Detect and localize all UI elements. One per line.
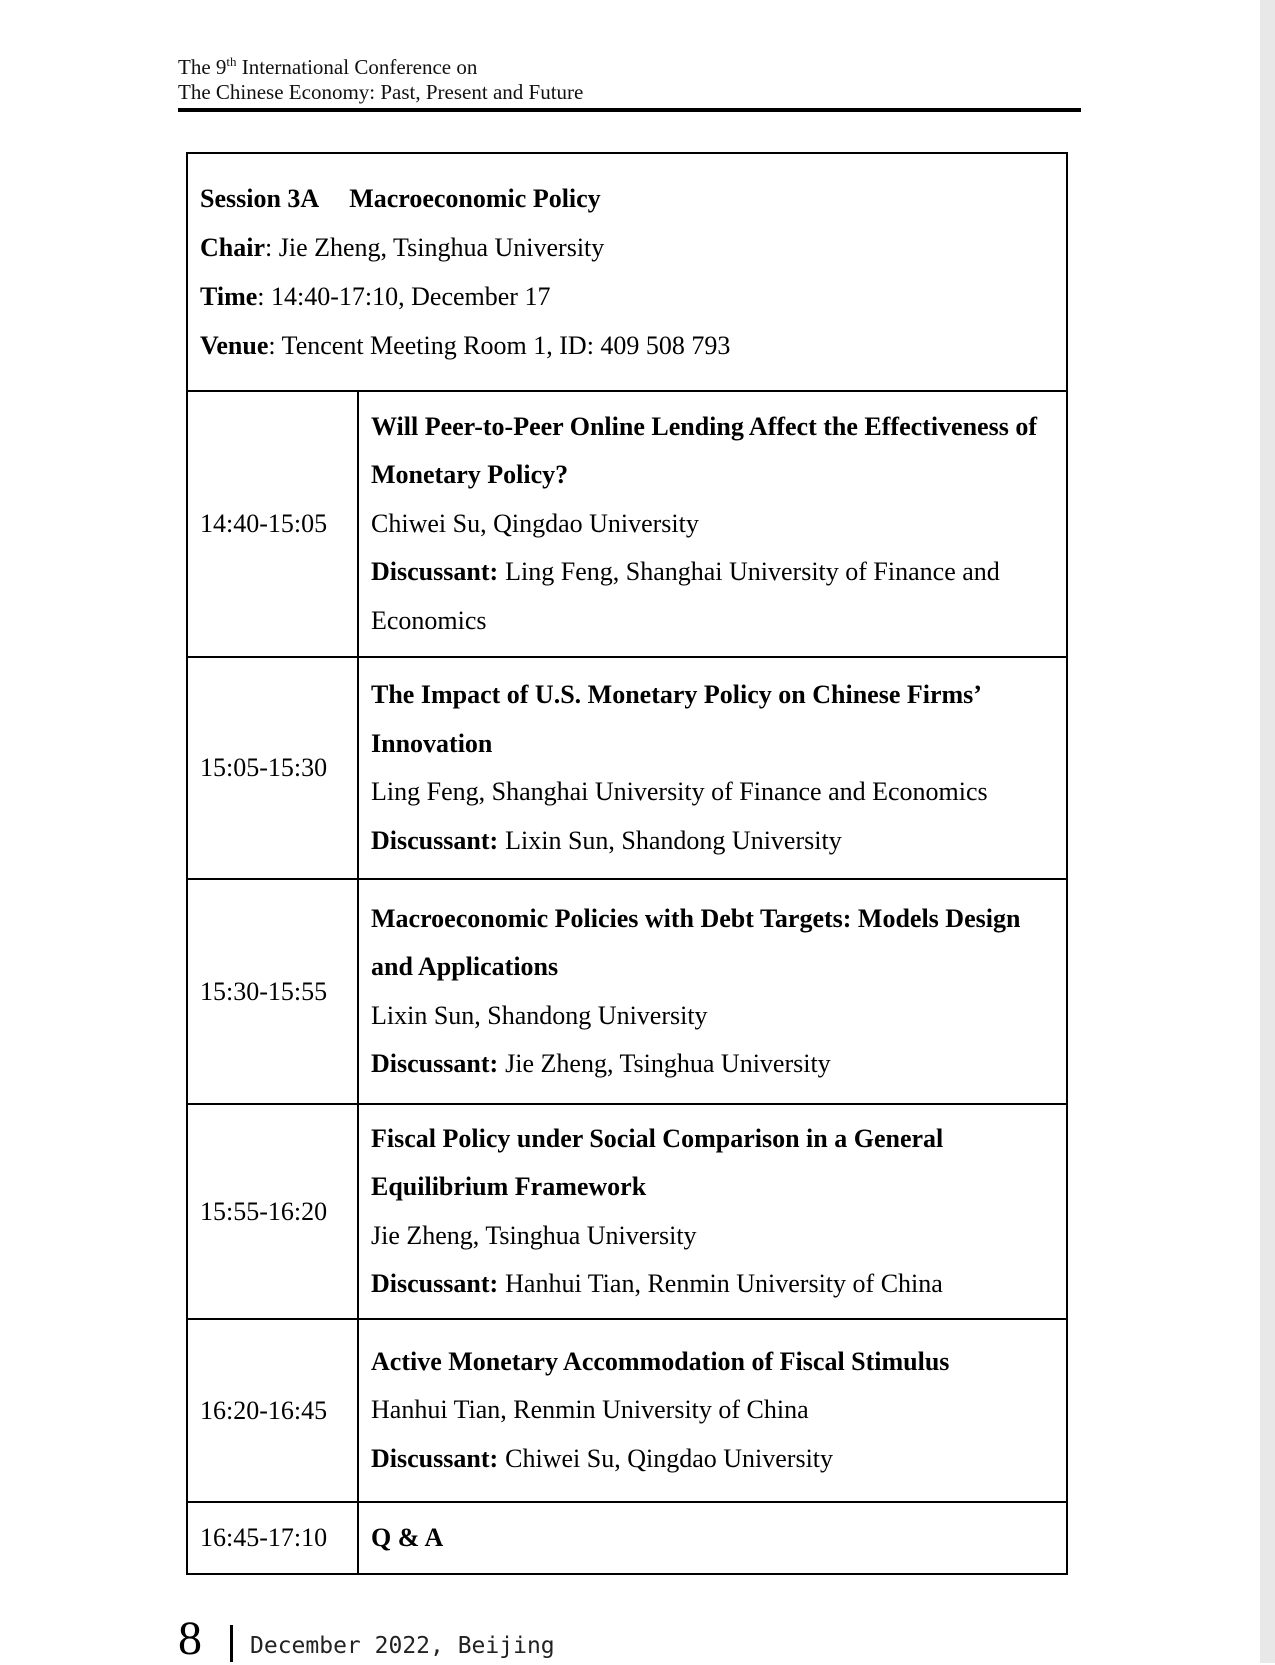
time-slot: 16:45-17:10 [188,1503,359,1573]
paper-title: Will Peer-to-Peer Online Lending Affect the Effectiveness of Monetary Policy? [371,411,1037,490]
discussant-value: Ling Feng, Shanghai University of Finance and Economics [371,557,1000,635]
discussant-line [371,1260,1060,1309]
chair-label: Chair [200,233,265,262]
schedule-row [188,392,1066,658]
presenter: Chiwei Su, Qingdao University [371,508,699,538]
session-name: Macroeconomic Policy [349,184,601,213]
footer-text: December 2022, Beijing [250,1633,555,1659]
schedule-row [188,880,1066,1105]
discussant-value: Hanhui Tian, Renmin University of China [505,1269,943,1298]
venue-value: : Tencent Meeting Room 1, ID: 409 508 793 [268,331,731,360]
presenter: Jie Zheng, Tsinghua University [371,1220,697,1250]
discussant-label: Discussant: [371,1049,499,1078]
discussant-value: Chiwei Su, Qingdao University [505,1443,834,1473]
schedule-row [188,1105,1066,1320]
chair-value: : Jie Zheng, Tsinghua University [265,233,605,262]
discussant-label: Discussant: [371,557,499,587]
talk-cell [359,1320,1066,1501]
discussant-value: Lixin Sun, Shandong University [505,825,842,855]
talk-cell [359,1105,1066,1318]
talk-cell [359,1503,1066,1573]
page-footer [178,1612,778,1665]
schedule-row [188,658,1066,880]
time-slot: 16:20-16:45 [188,1320,359,1501]
session-header-cell [188,154,1066,392]
discussant-line [371,1040,1060,1089]
paper-title: Macroeconomic Policies with Debt Targets: Models Design and Applications [371,903,1021,981]
conference-title-suffix: International Conference on [236,55,478,79]
paper-title: The Impact of U.S. Monetary Policy on Chinese Firms’ Innovation [371,680,981,758]
presenter: Hanhui Tian, Renmin University of China [371,1395,809,1425]
time-slot: 15:05-15:30 [188,658,359,878]
paper-title: Fiscal Policy under Social Comparison in a General Equilibrium Framework [371,1123,944,1201]
discussant-label: Discussant: [371,1443,499,1473]
time-slot: 15:55-16:20 [188,1105,359,1318]
session-table [186,152,1068,1575]
page-number: 8 [178,1612,202,1665]
page-edge-strip [1260,0,1275,1663]
schedule-row [188,1503,1066,1573]
time-slot: 14:40-15:05 [188,392,359,656]
schedule-row [188,1320,1066,1503]
talk-cell [359,392,1066,656]
conference-title-line2: The Chinese Economy: Past, Present and Future [178,80,584,104]
conference-title-line1 [178,55,583,80]
session-venue [200,321,1058,370]
discussant-line [371,548,1060,645]
presenter: Ling Feng, Shanghai University of Finance and Economics [371,777,988,806]
discussant-value: Jie Zheng, Tsinghua University [505,1049,831,1078]
discussant-label: Discussant: [371,825,499,855]
discussant-label: Discussant: [371,1269,499,1298]
venue-label: Venue [200,331,269,360]
conference-title-superscript: th [226,54,237,69]
time-slot: 15:30-15:55 [188,880,359,1103]
footer-divider [230,1625,233,1662]
discussant-line [371,817,1060,866]
talk-cell [359,880,1066,1103]
session-title [200,174,1058,223]
header-rule [178,108,1081,112]
qa-title: Q & A [371,1522,444,1552]
time-value: : 14:40-17:10, December 17 [257,282,551,311]
time-label: Time [200,282,258,311]
conference-title-prefix: The 9 [178,55,227,79]
session-number: Session 3A [200,184,320,213]
discussant-line [371,1435,1060,1484]
session-chair [200,223,1058,272]
session-time [200,272,1058,321]
presenter: Lixin Sun, Shandong University [371,1000,708,1030]
talk-cell [359,658,1066,878]
paper-title: Active Monetary Accommodation of Fiscal Stimulus [371,1346,950,1376]
page-header [178,55,583,105]
